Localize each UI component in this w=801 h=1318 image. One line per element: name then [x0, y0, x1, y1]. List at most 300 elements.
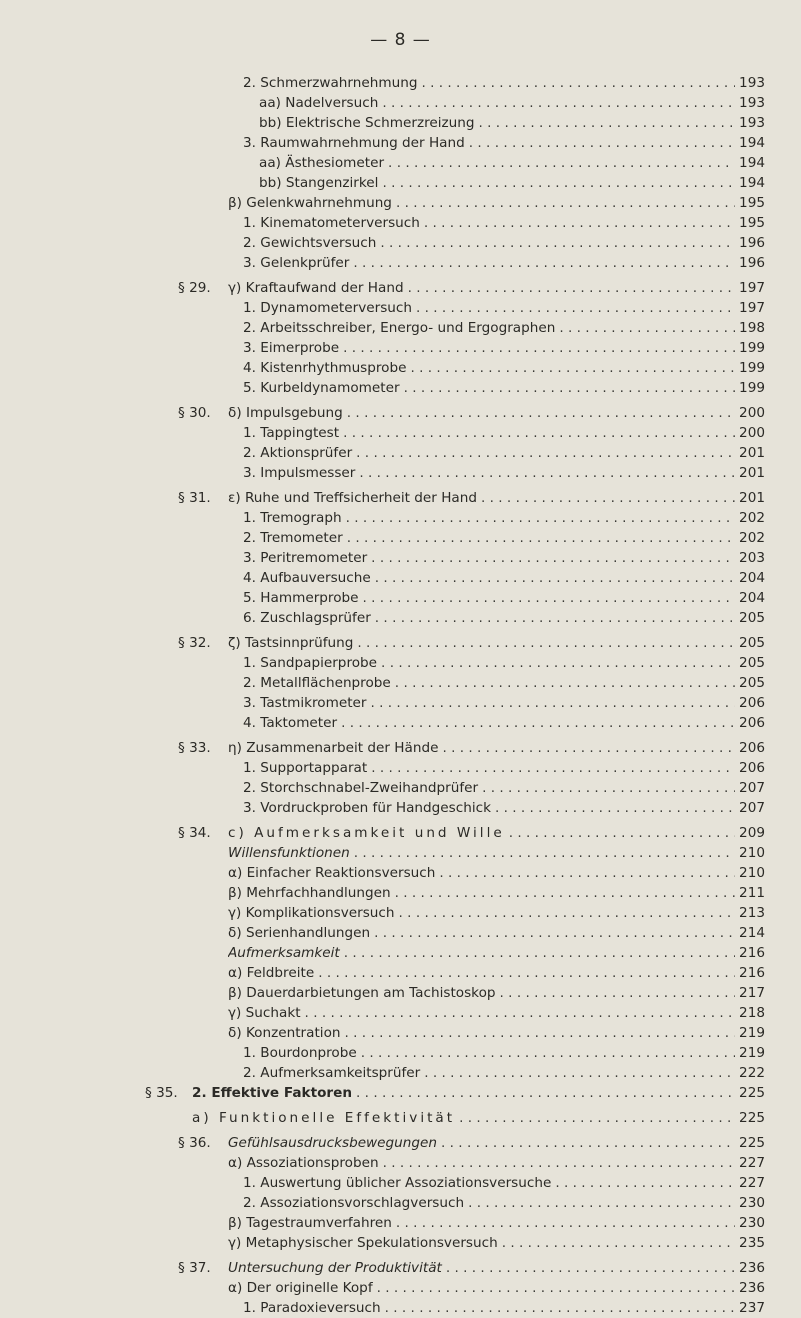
- page-reference: 195: [739, 215, 765, 231]
- toc-entry: [192, 1083, 737, 1103]
- entry-title: 2. Tremometer: [243, 530, 343, 546]
- entry-title: α) Der originelle Kopf: [228, 1280, 373, 1296]
- toc-entry: [228, 403, 737, 423]
- toc-row: [0, 653, 801, 673]
- toc-row: [0, 823, 801, 843]
- toc-entry: [243, 463, 737, 483]
- dot-leader: [318, 963, 735, 983]
- toc-entry: [243, 358, 737, 378]
- page-reference: 237: [739, 1300, 765, 1316]
- page-reference: 199: [739, 380, 765, 396]
- toc-row: [0, 378, 801, 398]
- toc-entry: [259, 173, 737, 193]
- toc-entry: [243, 528, 737, 548]
- entry-title: δ) Impulsgebung: [228, 405, 343, 421]
- section-number: § 35.: [145, 1085, 178, 1101]
- page-reference: 193: [739, 115, 765, 131]
- toc-row: [0, 843, 801, 863]
- entry-title: 5. Kurbeldynamometer: [243, 380, 400, 396]
- toc-entry: [243, 338, 737, 358]
- page-reference: 230: [739, 1195, 765, 1211]
- entry-title: 4. Taktometer: [243, 715, 338, 731]
- toc-row: [0, 113, 801, 133]
- entry-title: 1. Sandpapierprobe: [243, 655, 378, 671]
- page-reference: 213: [739, 905, 765, 921]
- page-reference: 214: [739, 925, 765, 941]
- entry-title: 3. Raumwahrnehmung der Hand: [243, 135, 465, 151]
- toc-entry: [243, 758, 737, 778]
- page-reference: 201: [739, 490, 765, 506]
- dot-leader: [495, 798, 735, 818]
- toc-row: [0, 1023, 801, 1043]
- toc-entry: [228, 1258, 737, 1278]
- toc-row: [0, 93, 801, 113]
- entry-title: 3. Vordruckproben für Handgeschick: [243, 800, 491, 816]
- toc-row: [0, 738, 801, 758]
- dot-leader: [441, 1133, 735, 1153]
- toc-entry: [243, 508, 737, 528]
- toc-entry: [243, 588, 737, 608]
- dot-leader: [375, 608, 735, 628]
- section-number: § 29.: [178, 280, 211, 296]
- dot-leader: [381, 653, 735, 673]
- toc-entry: [243, 608, 737, 628]
- entry-title: 1. Paradoxieversuch: [243, 1300, 381, 1316]
- dot-leader: [408, 278, 735, 298]
- toc-row: [0, 233, 801, 253]
- toc-row: [0, 528, 801, 548]
- page-reference: 206: [739, 760, 765, 776]
- page-reference: 225: [739, 1110, 765, 1126]
- entry-title: 4. Aufbauversuche: [243, 570, 371, 586]
- toc-row: [0, 863, 801, 883]
- toc-entry: [228, 943, 737, 963]
- toc-row: [0, 1108, 801, 1128]
- page-reference: 210: [739, 865, 765, 881]
- page-reference: 196: [739, 255, 765, 271]
- section-number: § 32.: [178, 635, 211, 651]
- toc-entry: [243, 318, 737, 338]
- dot-leader: [363, 588, 735, 608]
- toc-entry: [243, 253, 737, 273]
- page-reference: 206: [739, 695, 765, 711]
- toc-row: [0, 213, 801, 233]
- dot-leader: [411, 358, 736, 378]
- dot-leader: [442, 738, 735, 758]
- toc-entry: [243, 298, 737, 318]
- page-reference: 236: [739, 1280, 765, 1296]
- toc-entry: [228, 1003, 737, 1023]
- page-reference: 201: [739, 465, 765, 481]
- toc-row: [0, 1278, 801, 1298]
- toc-entry: [228, 1133, 737, 1153]
- dot-leader: [482, 778, 735, 798]
- toc-entry: [243, 1298, 737, 1318]
- dot-leader: [424, 1063, 735, 1083]
- toc-row: [0, 153, 801, 173]
- toc-row: [0, 1133, 801, 1153]
- entry-title: ε) Ruhe und Treffsicherheit der Hand: [228, 490, 477, 506]
- toc-row: [0, 443, 801, 463]
- toc-row: [0, 508, 801, 528]
- page-reference: 209: [739, 825, 765, 841]
- dot-leader: [385, 1298, 735, 1318]
- toc-row: [0, 903, 801, 923]
- toc-row: [0, 423, 801, 443]
- dot-leader: [356, 1083, 735, 1103]
- page-reference: 227: [739, 1175, 765, 1191]
- toc-row: [0, 883, 801, 903]
- dot-leader: [421, 73, 735, 93]
- toc-entry: [243, 693, 737, 713]
- toc-row: [0, 963, 801, 983]
- page-reference: 194: [739, 135, 765, 151]
- toc-row: [0, 633, 801, 653]
- toc-row: [0, 1213, 801, 1233]
- entry-title: 2. Metallflächenprobe: [243, 675, 391, 691]
- toc-entry: [243, 798, 737, 818]
- dot-leader: [375, 568, 735, 588]
- toc-entry: [228, 1233, 737, 1253]
- page-reference: 227: [739, 1155, 765, 1171]
- toc-entry: [243, 73, 737, 93]
- toc-row: [0, 488, 801, 508]
- entry-title: ζ) Tastsinnprüfung: [228, 635, 354, 651]
- toc-row: [0, 193, 801, 213]
- page-reference: 197: [739, 280, 765, 296]
- entry-title: 3. Tastmikrometer: [243, 695, 367, 711]
- toc-row: [0, 318, 801, 338]
- dot-leader: [371, 758, 735, 778]
- entry-title: α) Assoziationsproben: [228, 1155, 379, 1171]
- page-reference: 193: [739, 95, 765, 111]
- toc-entry: [243, 568, 737, 588]
- page-reference: 201: [739, 445, 765, 461]
- page-reference: 195: [739, 195, 765, 211]
- entry-title: 5. Hammerprobe: [243, 590, 359, 606]
- dot-leader: [502, 1233, 735, 1253]
- entry-title: 2. Arbeitsschreiber, Energo- und Ergographen: [243, 320, 556, 336]
- toc-entry: [243, 133, 737, 153]
- toc-entry: [243, 1173, 737, 1193]
- entry-title: α) Feldbreite: [228, 965, 315, 981]
- dot-leader: [396, 193, 735, 213]
- entry-title: 1. Tremograph: [243, 510, 342, 526]
- toc-row: [0, 173, 801, 193]
- dot-leader: [388, 153, 735, 173]
- dot-leader: [396, 1213, 735, 1233]
- dot-leader: [380, 233, 735, 253]
- entry-title: 6. Zuschlagsprüfer: [243, 610, 371, 626]
- entry-title: bb) Stangenzirkel: [259, 175, 379, 191]
- dot-leader: [345, 1023, 735, 1043]
- dot-leader: [353, 253, 735, 273]
- entry-title: γ) Suchakt: [228, 1005, 301, 1021]
- toc-entry: [243, 778, 737, 798]
- entry-title: Untersuchung der Produktivität: [228, 1260, 442, 1276]
- toc-row: [0, 673, 801, 693]
- toc-entry: [228, 488, 737, 508]
- toc-row: [0, 1063, 801, 1083]
- toc-row: [0, 943, 801, 963]
- dot-leader: [469, 133, 735, 153]
- toc-row: [0, 338, 801, 358]
- entry-title: c) Aufmerksamkeit und Wille: [228, 825, 505, 841]
- entry-title: Gefühlsausdrucksbewegungen: [228, 1135, 438, 1151]
- dot-leader: [500, 983, 735, 1003]
- dot-leader: [343, 338, 735, 358]
- entry-title: 3. Impulsmesser: [243, 465, 356, 481]
- dot-leader: [446, 1258, 735, 1278]
- page-reference: 216: [739, 965, 765, 981]
- page-reference: 202: [739, 530, 765, 546]
- page-reference: 198: [739, 320, 765, 336]
- dot-leader: [424, 213, 735, 233]
- page-reference: 216: [739, 945, 765, 961]
- toc-entry: [228, 193, 737, 213]
- entry-title: α) Einfacher Reaktionsversuch: [228, 865, 436, 881]
- entry-title: β) Gelenkwahrnehmung: [228, 195, 392, 211]
- dot-leader: [404, 378, 735, 398]
- toc-row: [0, 1258, 801, 1278]
- page-reference: 194: [739, 175, 765, 191]
- toc-row: [0, 1193, 801, 1213]
- entry-title: η) Zusammenarbeit der Hände: [228, 740, 439, 756]
- dot-leader: [346, 508, 735, 528]
- toc-entry: [243, 443, 737, 463]
- entry-title: aa) Nadelversuch: [259, 95, 379, 111]
- section-number: § 30.: [178, 405, 211, 421]
- page-reference: 197: [739, 300, 765, 316]
- dot-leader: [357, 633, 735, 653]
- page-reference: 199: [739, 340, 765, 356]
- toc-row: [0, 403, 801, 423]
- entry-title: β) Dauerdarbietungen am Tachistoskop: [228, 985, 496, 1001]
- toc-entry: [228, 1213, 737, 1233]
- toc-row: [0, 693, 801, 713]
- toc-row: [0, 278, 801, 298]
- entry-title: 2. Gewichtsversuch: [243, 235, 377, 251]
- dot-leader: [382, 93, 735, 113]
- entry-title: Aufmerksamkeit: [228, 945, 340, 961]
- toc-row: [0, 73, 801, 93]
- page-reference: 196: [739, 235, 765, 251]
- entry-title: 2. Aktionsprüfer: [243, 445, 353, 461]
- entry-title: Willensfunktionen: [228, 845, 350, 861]
- page-reference: 205: [739, 610, 765, 626]
- dot-leader: [356, 443, 735, 463]
- toc-entry: [243, 1063, 737, 1083]
- toc-entry: [228, 633, 737, 653]
- dot-leader: [479, 113, 735, 133]
- toc-row: [0, 253, 801, 273]
- dot-leader: [344, 943, 735, 963]
- entry-title: 3. Peritremometer: [243, 550, 368, 566]
- section-number: § 37.: [178, 1260, 211, 1276]
- page-reference: 230: [739, 1215, 765, 1231]
- toc-entry: [243, 713, 737, 733]
- page-reference: 217: [739, 985, 765, 1001]
- toc-row: [0, 923, 801, 943]
- page-reference: 200: [739, 425, 765, 441]
- entry-title: 2. Storchschnabel-Zweihandprüfer: [243, 780, 479, 796]
- dot-leader: [359, 463, 735, 483]
- page-reference: 194: [739, 155, 765, 171]
- toc-entry: [243, 423, 737, 443]
- dot-leader: [354, 843, 735, 863]
- toc-row: [0, 1298, 801, 1318]
- toc-entry: [228, 923, 737, 943]
- dot-leader: [395, 883, 735, 903]
- section-number: § 36.: [178, 1135, 211, 1151]
- toc-entry: [192, 1108, 737, 1128]
- toc-row: [0, 1043, 801, 1063]
- toc-row: [0, 1003, 801, 1023]
- toc-entry: [259, 113, 737, 133]
- dot-leader: [347, 528, 735, 548]
- page-reference: 211: [739, 885, 765, 901]
- toc-entry: [228, 843, 737, 863]
- toc-row: [0, 1233, 801, 1253]
- toc-row: [0, 983, 801, 1003]
- dot-leader: [459, 1108, 735, 1128]
- entry-title: γ) Metaphysischer Spekulationsversuch: [228, 1235, 498, 1251]
- dot-leader: [370, 693, 735, 713]
- dot-leader: [377, 1278, 735, 1298]
- entry-title: bb) Elektrische Schmerzreizung: [259, 115, 475, 131]
- page-reference: 218: [739, 1005, 765, 1021]
- toc-entry: [228, 1278, 737, 1298]
- toc-entry: [243, 233, 737, 253]
- toc-entry: [243, 653, 737, 673]
- dot-leader: [559, 318, 735, 338]
- page-reference: 207: [739, 780, 765, 796]
- entry-title: 1. Kinematometerversuch: [243, 215, 420, 231]
- page-reference: 236: [739, 1260, 765, 1276]
- dot-leader: [343, 423, 735, 443]
- page-reference: 222: [739, 1065, 765, 1081]
- toc-row: [0, 588, 801, 608]
- page-reference: 235: [739, 1235, 765, 1251]
- dot-leader: [439, 863, 735, 883]
- dot-leader: [371, 548, 735, 568]
- toc-row: [0, 548, 801, 568]
- page-reference: 206: [739, 715, 765, 731]
- toc-row: [0, 713, 801, 733]
- toc-row: [0, 758, 801, 778]
- toc-row: [0, 1173, 801, 1193]
- page-reference: 200: [739, 405, 765, 421]
- page-reference: 204: [739, 590, 765, 606]
- page-reference: 205: [739, 675, 765, 691]
- entry-title: 2. Schmerzwahrnehmung: [243, 75, 418, 91]
- page-reference: 193: [739, 75, 765, 91]
- page-reference: 219: [739, 1045, 765, 1061]
- toc-row: [0, 1083, 801, 1103]
- toc-row: [0, 358, 801, 378]
- dot-leader: [341, 713, 735, 733]
- toc-row: [0, 778, 801, 798]
- dot-leader: [347, 403, 735, 423]
- page-reference: 202: [739, 510, 765, 526]
- dot-leader: [416, 298, 735, 318]
- entry-title: γ) Komplikationsversuch: [228, 905, 395, 921]
- section-number: § 33.: [178, 740, 211, 756]
- dot-leader: [555, 1173, 735, 1193]
- page-reference: 219: [739, 1025, 765, 1041]
- page-reference: 206: [739, 740, 765, 756]
- toc-row: [0, 568, 801, 588]
- toc-entry: [228, 983, 737, 1003]
- entry-title: δ) Konzentration: [228, 1025, 341, 1041]
- entry-title: 1. Bourdonprobe: [243, 1045, 357, 1061]
- toc-entry: [228, 823, 737, 843]
- toc-entry: [228, 963, 737, 983]
- page-reference: 205: [739, 635, 765, 651]
- entry-title: 3. Eimerprobe: [243, 340, 340, 356]
- toc-row: [0, 133, 801, 153]
- entry-title: 4. Kistenrhythmusprobe: [243, 360, 407, 376]
- entry-title: δ) Serienhandlungen: [228, 925, 371, 941]
- entry-title: 1. Supportapparat: [243, 760, 368, 776]
- toc-row: [0, 798, 801, 818]
- page-reference: 225: [739, 1135, 765, 1151]
- entry-title: a) Funktionelle Effektivität: [192, 1110, 456, 1126]
- toc-entry: [259, 153, 737, 173]
- page-reference: 204: [739, 570, 765, 586]
- entry-title: β) Mehrfachhandlungen: [228, 885, 391, 901]
- toc-entry: [228, 883, 737, 903]
- dot-leader: [468, 1193, 735, 1213]
- toc-row: [0, 463, 801, 483]
- dot-leader: [382, 173, 735, 193]
- page-reference: 205: [739, 655, 765, 671]
- toc-entry: [228, 738, 737, 758]
- toc-entry: [228, 278, 737, 298]
- toc-entry: [243, 378, 737, 398]
- entry-title: 2. Assoziationsvorschlagversuch: [243, 1195, 465, 1211]
- page-reference: 225: [739, 1085, 765, 1101]
- toc-entry: [228, 863, 737, 883]
- entry-title: 1. Tappingtest: [243, 425, 340, 441]
- dot-leader: [481, 488, 735, 508]
- page-reference: 199: [739, 360, 765, 376]
- page-reference: 203: [739, 550, 765, 566]
- dot-leader: [374, 923, 735, 943]
- entry-title: 1. Auswertung üblicher Assoziationsversuche: [243, 1175, 552, 1191]
- toc-entry: [228, 1023, 737, 1043]
- toc-entry: [228, 903, 737, 923]
- dot-leader: [509, 823, 735, 843]
- toc-entry: [243, 673, 737, 693]
- toc-entry: [243, 213, 737, 233]
- entry-title: 3. Gelenkprüfer: [243, 255, 350, 271]
- dot-leader: [383, 1153, 735, 1173]
- section-number: § 34.: [178, 825, 211, 841]
- toc-entry: [259, 93, 737, 113]
- toc-row: [0, 608, 801, 628]
- table-of-contents: [0, 73, 801, 1318]
- entry-title: 1. Dynamometerversuch: [243, 300, 412, 316]
- toc-entry: [243, 548, 737, 568]
- toc-entry: [243, 1043, 737, 1063]
- page-reference: 207: [739, 800, 765, 816]
- page-number: — 8 —: [370, 30, 431, 50]
- entry-title: aa) Ästhesiometer: [259, 155, 385, 171]
- dot-leader: [399, 903, 735, 923]
- entry-title: β) Tagestraumverfahren: [228, 1215, 392, 1231]
- toc-entry: [243, 1193, 737, 1213]
